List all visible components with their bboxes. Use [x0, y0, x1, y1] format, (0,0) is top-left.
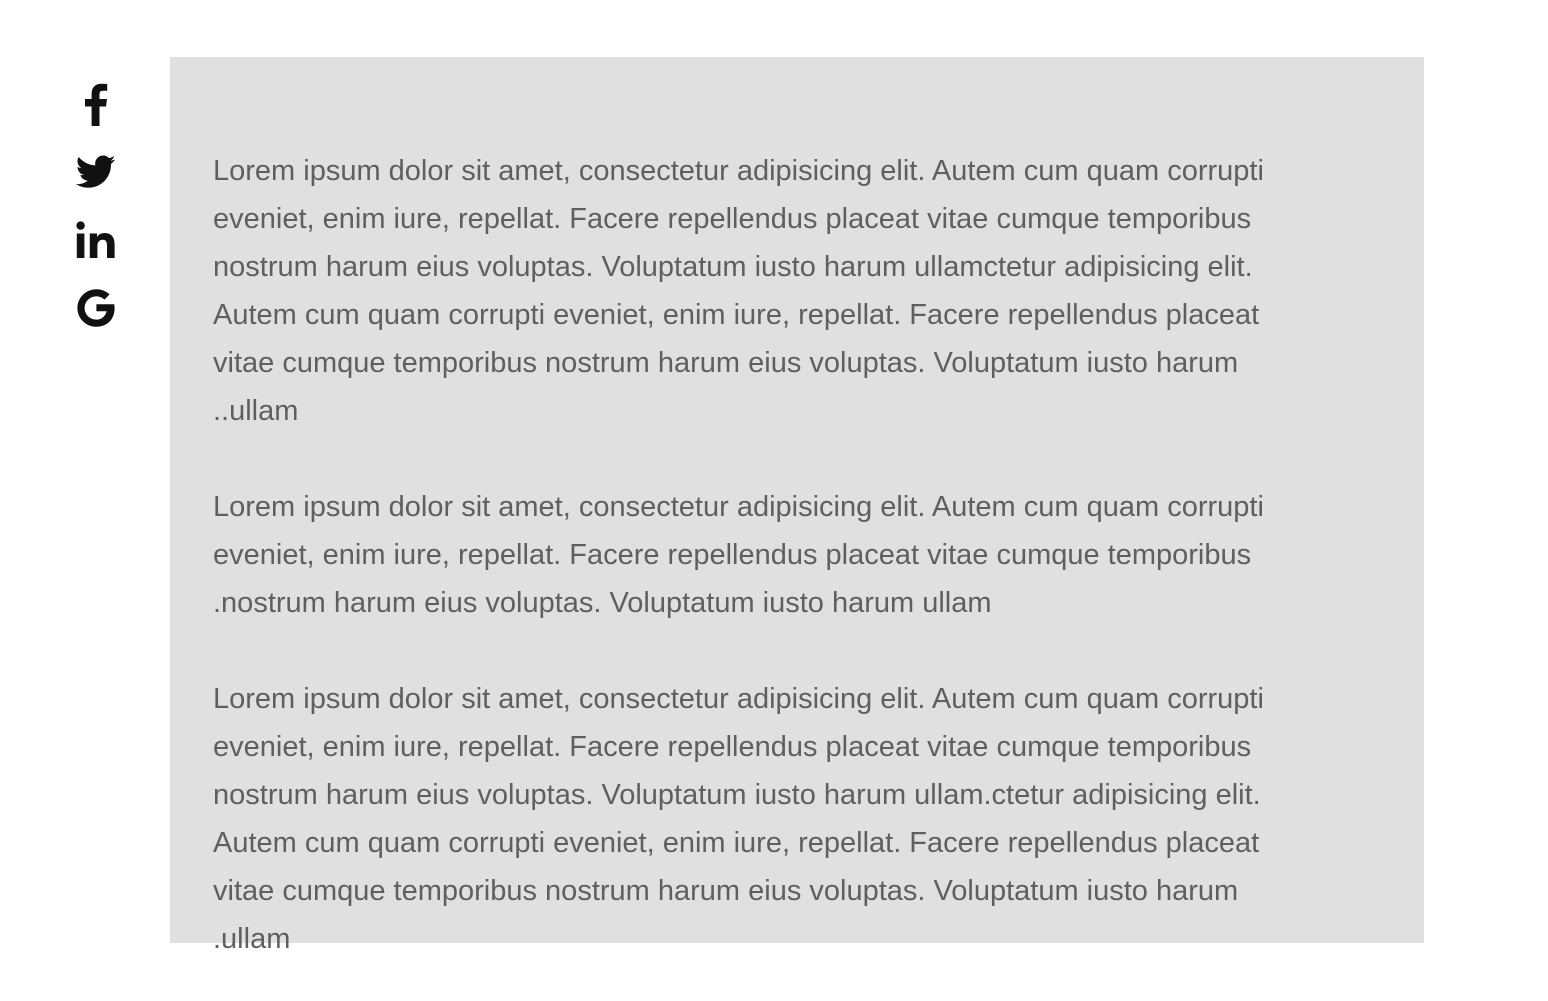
linkedin-icon	[76, 221, 116, 259]
linkedin-link[interactable]	[70, 206, 122, 274]
paragraph-line: vitae cumque temporibus nostrum harum eius voluptas. Voluptatum iusto harum	[213, 347, 1239, 379]
paragraph-line: Lorem ipsum dolor sit amet, consectetur adipisicing elit. Autem cum quam corrupti	[213, 155, 1264, 187]
paragraph-line: ..ullam	[213, 395, 299, 427]
facebook-link[interactable]	[70, 70, 122, 138]
google-link[interactable]	[70, 274, 122, 342]
facebook-icon	[83, 82, 109, 126]
paragraph-line: .ullam	[213, 923, 291, 955]
social-share-bar	[70, 70, 122, 342]
paragraph-line: Autem cum quam corrupti eveniet, enim iure, repellat. Facere repellendus placeat	[213, 299, 1260, 331]
paragraph-line: Autem cum quam corrupti eveniet, enim iure, repellat. Facere repellendus placeat	[213, 827, 1260, 859]
paragraph-3	[213, 675, 1384, 963]
paragraph-line: eveniet, enim iure, repellat. Facere repellendus placeat vitae cumque temporibus	[213, 731, 1252, 763]
paragraph-line: nostrum harum eius voluptas. Voluptatum iusto harum ullam.ctetur adipisicing elit.	[213, 779, 1261, 811]
paragraph-line: Lorem ipsum dolor sit amet, consectetur adipisicing elit. Autem cum quam corrupti	[213, 683, 1264, 715]
paragraph-line: .nostrum harum eius voluptas. Voluptatum iusto harum ullam	[213, 587, 992, 619]
twitter-link[interactable]	[70, 138, 122, 206]
article-content	[170, 57, 1424, 955]
paragraph-line: nostrum harum eius voluptas. Voluptatum iusto harum ullamctetur adipisicing elit.	[213, 251, 1253, 283]
twitter-icon	[76, 155, 116, 189]
paragraph-line: eveniet, enim iure, repellat. Facere repellendus placeat vitae cumque temporibus	[213, 539, 1252, 571]
paragraph-line: Lorem ipsum dolor sit amet, consectetur adipisicing elit. Autem cum quam corrupti	[213, 491, 1264, 523]
paragraph-1	[213, 147, 1384, 435]
paragraph-line: vitae cumque temporibus nostrum harum eius voluptas. Voluptatum iusto harum	[213, 875, 1239, 907]
google-icon	[76, 288, 116, 328]
paragraph-line: eveniet, enim iure, repellat. Facere repellendus placeat vitae cumque temporibus	[213, 203, 1252, 235]
paragraph-2	[213, 483, 1384, 627]
